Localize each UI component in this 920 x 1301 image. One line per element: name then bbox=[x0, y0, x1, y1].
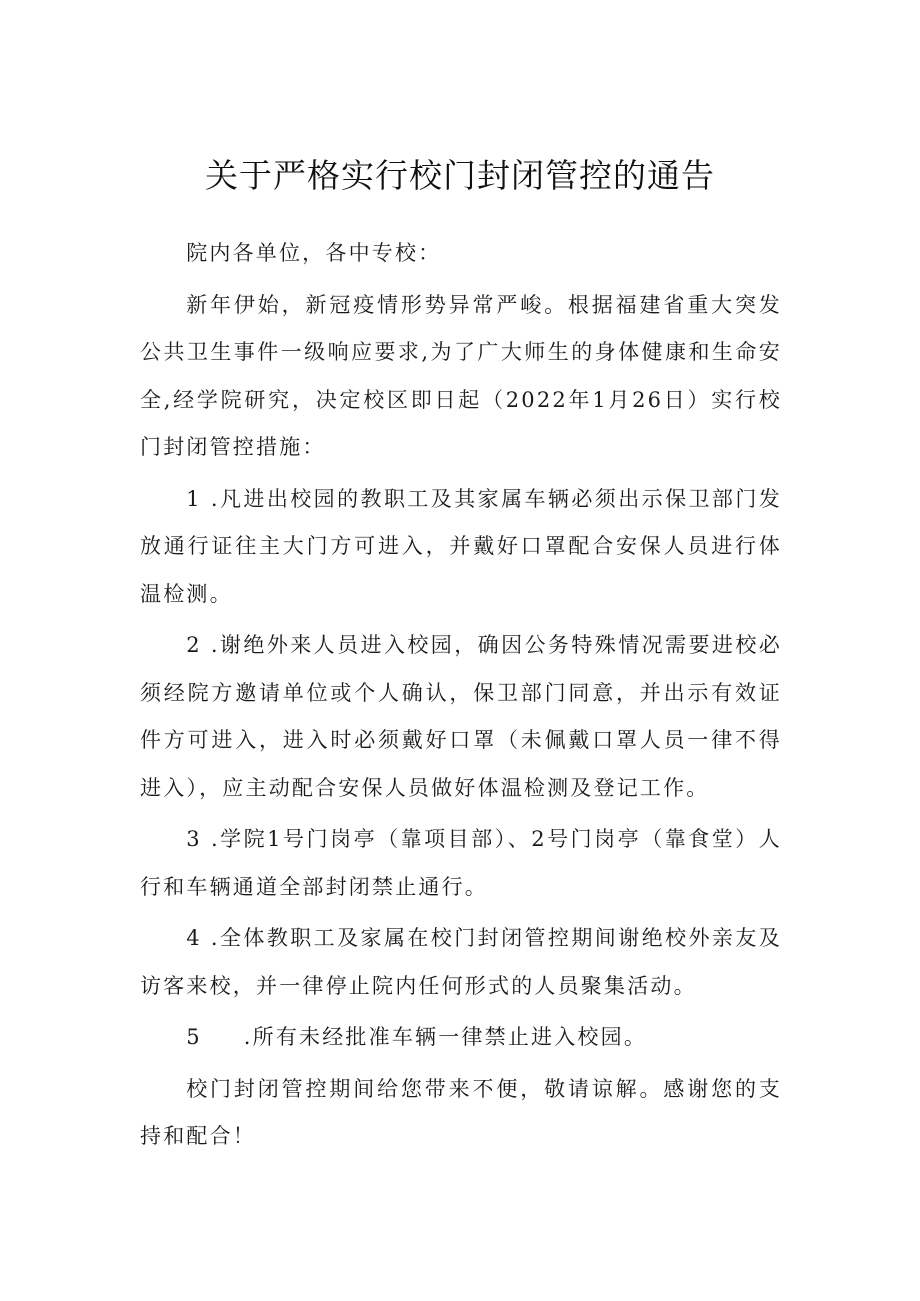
list-item-2 bbox=[140, 622, 782, 812]
closing-paragraph: 校门封闭管控期间给您带来不便，敬请谅解。感谢您的支持和配合！ bbox=[140, 1076, 782, 1148]
document-body bbox=[140, 230, 782, 1161]
list-item-1 bbox=[140, 476, 782, 619]
item-number: 3 bbox=[186, 827, 202, 851]
item-text: .谢绝外来人员进入校园，确因公务特殊情况需要进校必须经院方邀请单位或个人确认，保卫部门同意，并出示有效证件方可进入，进入时必须戴好口罩（未佩戴口罩人员一律不得进入），应主动配合安保人员做好体温检测及登记工作。 bbox=[140, 633, 782, 800]
list-item-3 bbox=[140, 816, 782, 911]
item-text: .凡进出校园的教职工及其家属车辆必须出示保卫部门发放通行证往主大门方可进入，并戴好口罩配合安保人员进行体温检测。 bbox=[140, 486, 782, 606]
item-number: 1 bbox=[186, 486, 202, 511]
item-number: 5 bbox=[186, 1025, 202, 1049]
list-item-4 bbox=[140, 915, 782, 1010]
salutation: 院内各单位，各中专校： bbox=[186, 241, 442, 265]
item-text: .所有未经批准车辆一律禁止进入校园。 bbox=[243, 1025, 648, 1049]
intro-paragraph: 新年伊始，新冠疫情形势异常严峻。根据福建省重大突发公共卫生事件一级响应要求,为了广大师生的身体健康和生命安全,经学院研究，决定校区即日起（2022年1月26日）实行校门封闭管控措施： bbox=[140, 292, 782, 459]
document-title: 关于严格实行校门封闭管控的通告 bbox=[205, 156, 715, 195]
item-number: 2 bbox=[186, 633, 202, 657]
list-item-5 bbox=[140, 1014, 782, 1062]
item-number: 4 bbox=[186, 926, 202, 950]
item-text: .学院1号门岗亭（靠项目部）、2号门岗亭（靠食堂）人行和车辆通道全部封闭禁止通行。 bbox=[140, 827, 782, 899]
item-text: .全体教职工及家属在校门封闭管控期间谢绝校外亲友及访客来校，并一律停止院内任何形式的人员聚集活动。 bbox=[140, 926, 782, 998]
